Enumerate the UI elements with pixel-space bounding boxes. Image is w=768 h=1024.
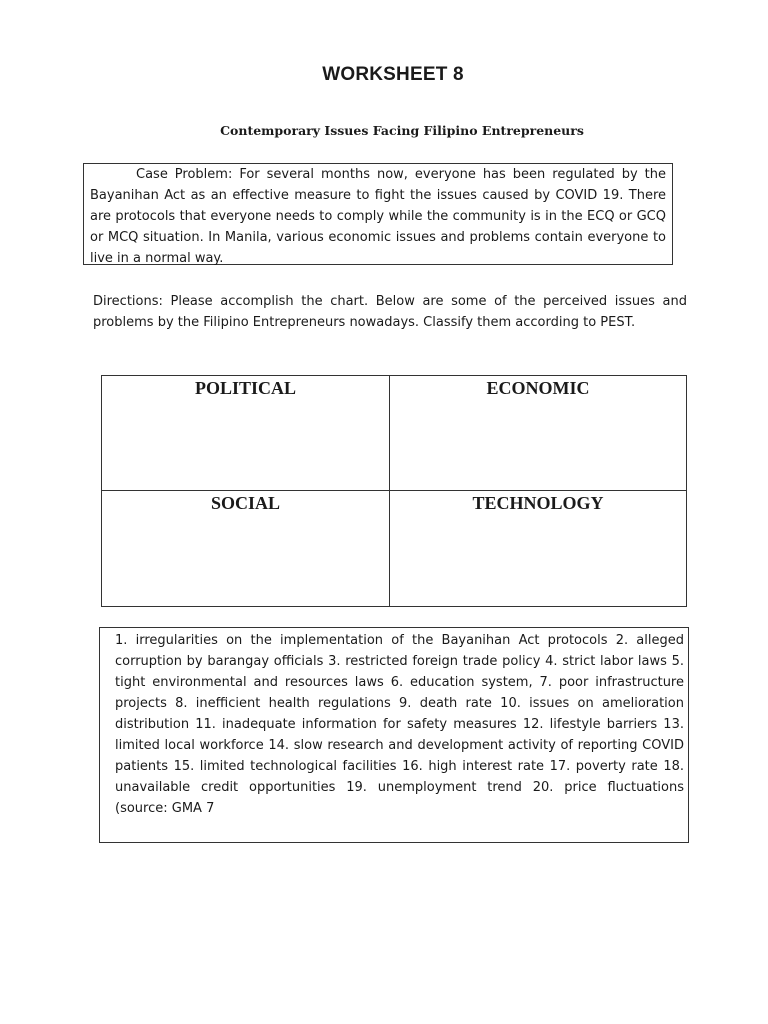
issues-list-box: 1. irregularities on the implementation of the Bayanihan Act protocols 2. alleged corruption by barangay officials 3. restricted foreign trade policy 4. strict labor laws 5. tight environmental and resources laws 6. education system, 7. poor infrastructure projects 8. inefficient health regulations 9. death rate 10. issues on amelioration distribution 11. inadequate information for safety measures 12. lifestyle barriers 13. limited local workforce 14. slow research and development activity of reporting COVID patients 15. limited technological facilities 16. high interest rate 17. poverty rate 18. unavailable credit opportunities 19. unemployment trend 20. price fluctuations (source: GMA 7: [99, 627, 689, 843]
pest-cell-technology[interactable]: TECHNOLOGY: [472, 493, 604, 513]
worksheet-title: WORKSHEET 8: [322, 64, 464, 85]
pest-chart: [101, 375, 687, 607]
worksheet-subtitle: Contemporary Issues Facing Filipino Entrepreneurs: [220, 123, 584, 138]
pest-cell-economic[interactable]: ECONOMIC: [390, 376, 686, 491]
directions-text: Directions: Please accomplish the chart. Below are some of the perceived issues and problems by the Filipino Entrepreneurs nowadays. Classify them according to PEST.: [93, 294, 687, 330]
pest-cell-political[interactable]: POLITICAL: [102, 376, 390, 491]
pest-cell-social[interactable]: SOCIAL: [102, 491, 390, 606]
case-problem-box: Case Problem: For several months now, everyone has been regulated by the Bayanihan Act as an effective measure to fight the issues caused by COVID 19. There are protocols that everyone needs to comply while the community is in the ECQ or GCQ or MCQ situation. In Manila, various economic issues and problems contain everyone to live in a normal way.: [83, 163, 673, 265]
